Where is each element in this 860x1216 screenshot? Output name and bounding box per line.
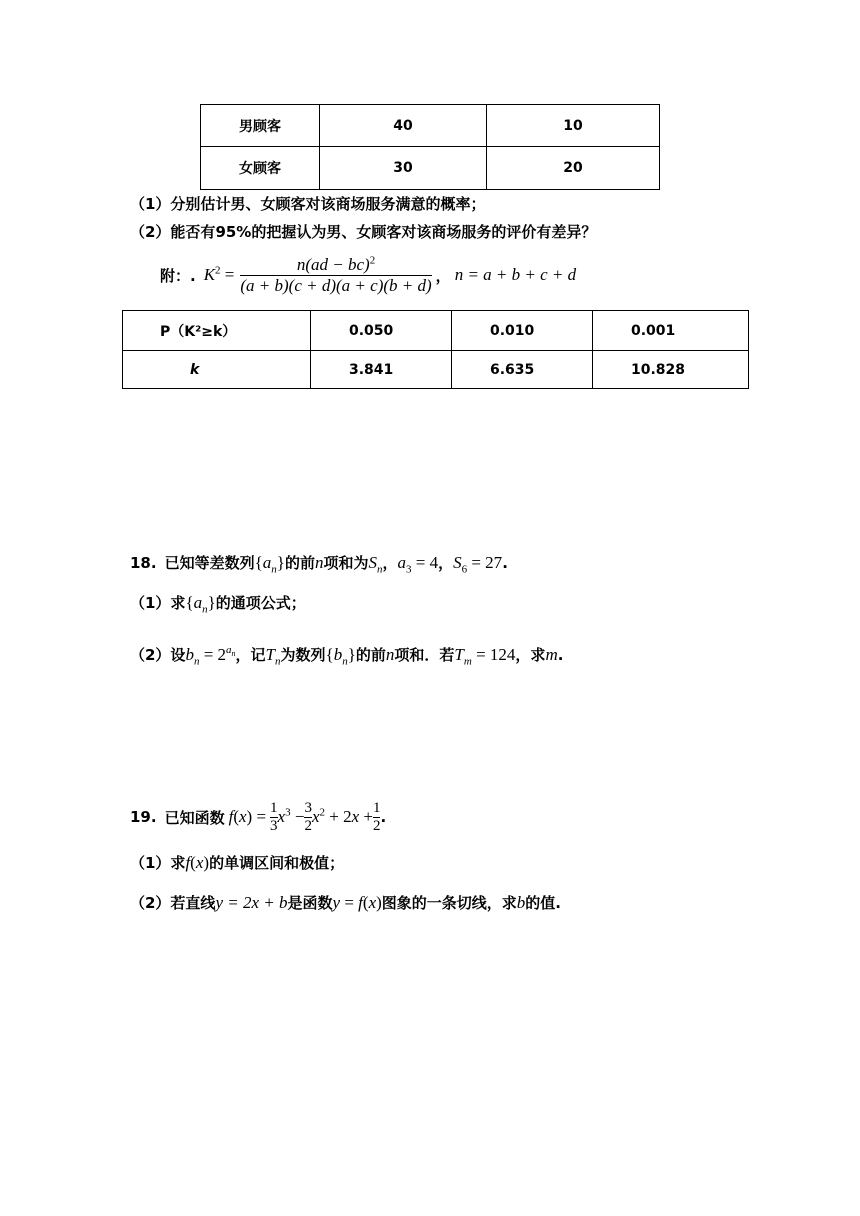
k-value-3: 10.828 [593, 351, 749, 389]
cond-s6: $S_6 = 27$ [453, 553, 503, 576]
satisfaction-table [200, 104, 660, 190]
critical-value-table [122, 310, 749, 389]
seq-a: $\{a_n\}$ [254, 553, 285, 576]
q18-part2: （2）设 $b_n = 2^{a_n}$ ，记 $T_n$ 为数列 $\{b_n\}$ 的前 n 项和．若 $T_m = 124$ ，求 m . [130, 644, 564, 668]
q17-part2: （2）能否有95%的把握认为男、女顾客对该商场服务的评价有差异？ [130, 223, 597, 241]
q19-part1: （1）求 f(x) 的单调区间和极值； [130, 853, 345, 872]
q19-number: 19. [130, 808, 157, 826]
p-value-1: 0.050 [311, 311, 452, 351]
k-value-2: 6.635 [452, 351, 593, 389]
header-p-label: P（K²≥k） [123, 311, 311, 351]
cell-female-satisfied: 30 [320, 147, 487, 190]
q17-part1: （1）分别估计男、女顾客对该商场服务满意的概率； [130, 195, 486, 213]
cell-male-unsatisfied: 10 [487, 105, 660, 147]
formula-denominator: (a + b)(c + d)(a + c)(b + d) [240, 275, 432, 295]
cell-female-unsatisfied: 20 [487, 147, 660, 190]
p-value-3: 0.001 [593, 311, 749, 351]
q18-stem: 18. 已知等差数列 $\{a_n\}$ 的前 n 项和为 $S_n$ ， $a_3 = 4$ ， $S_6 = 27$ . [130, 553, 508, 576]
cell-male-satisfied: 40 [320, 105, 487, 147]
appendix-label: 附：. [160, 266, 196, 285]
q18-part1: （1）求 $\{a_n\}$ 的通项公式； [130, 593, 306, 616]
row-label-female: 女顾客 [201, 147, 320, 190]
q18-number: 18. [130, 554, 157, 572]
formula-fraction [240, 255, 431, 296]
cond-a3: $a_3 = 4$ [397, 553, 439, 576]
n-formula: n = a + b + c + d [454, 265, 577, 284]
sum-s: $S_n$ [368, 553, 383, 576]
k-value-1: 3.841 [311, 351, 452, 389]
row-k-label: k [123, 351, 311, 389]
p-value-2: 0.010 [452, 311, 593, 351]
q19-stem: 19. 已知函数 f(x) = $\frac{1}{3}$ $x^3$ − $\frac{3}{2}$ $x^2 + 2x$ + $\frac{1}{2}$ . [130, 799, 387, 834]
formula-numerator: n(ad − bc)$^2$ [296, 253, 376, 274]
row-label-male: 男顾客 [201, 105, 320, 147]
formula-lhs: $K^2$ = [203, 264, 235, 284]
q19-part2: （2）若直线 y = 2x + b 是函数 y = f(x) 图象的一条切线，求 b 的值. [130, 893, 561, 912]
appendix-formula: 附：. $K^2$ = $\frac{n(ad - bc)^2}{(a + b)(c + d)(a + c)(b + d)}$ ， n = a + b + c + d [160, 253, 577, 295]
